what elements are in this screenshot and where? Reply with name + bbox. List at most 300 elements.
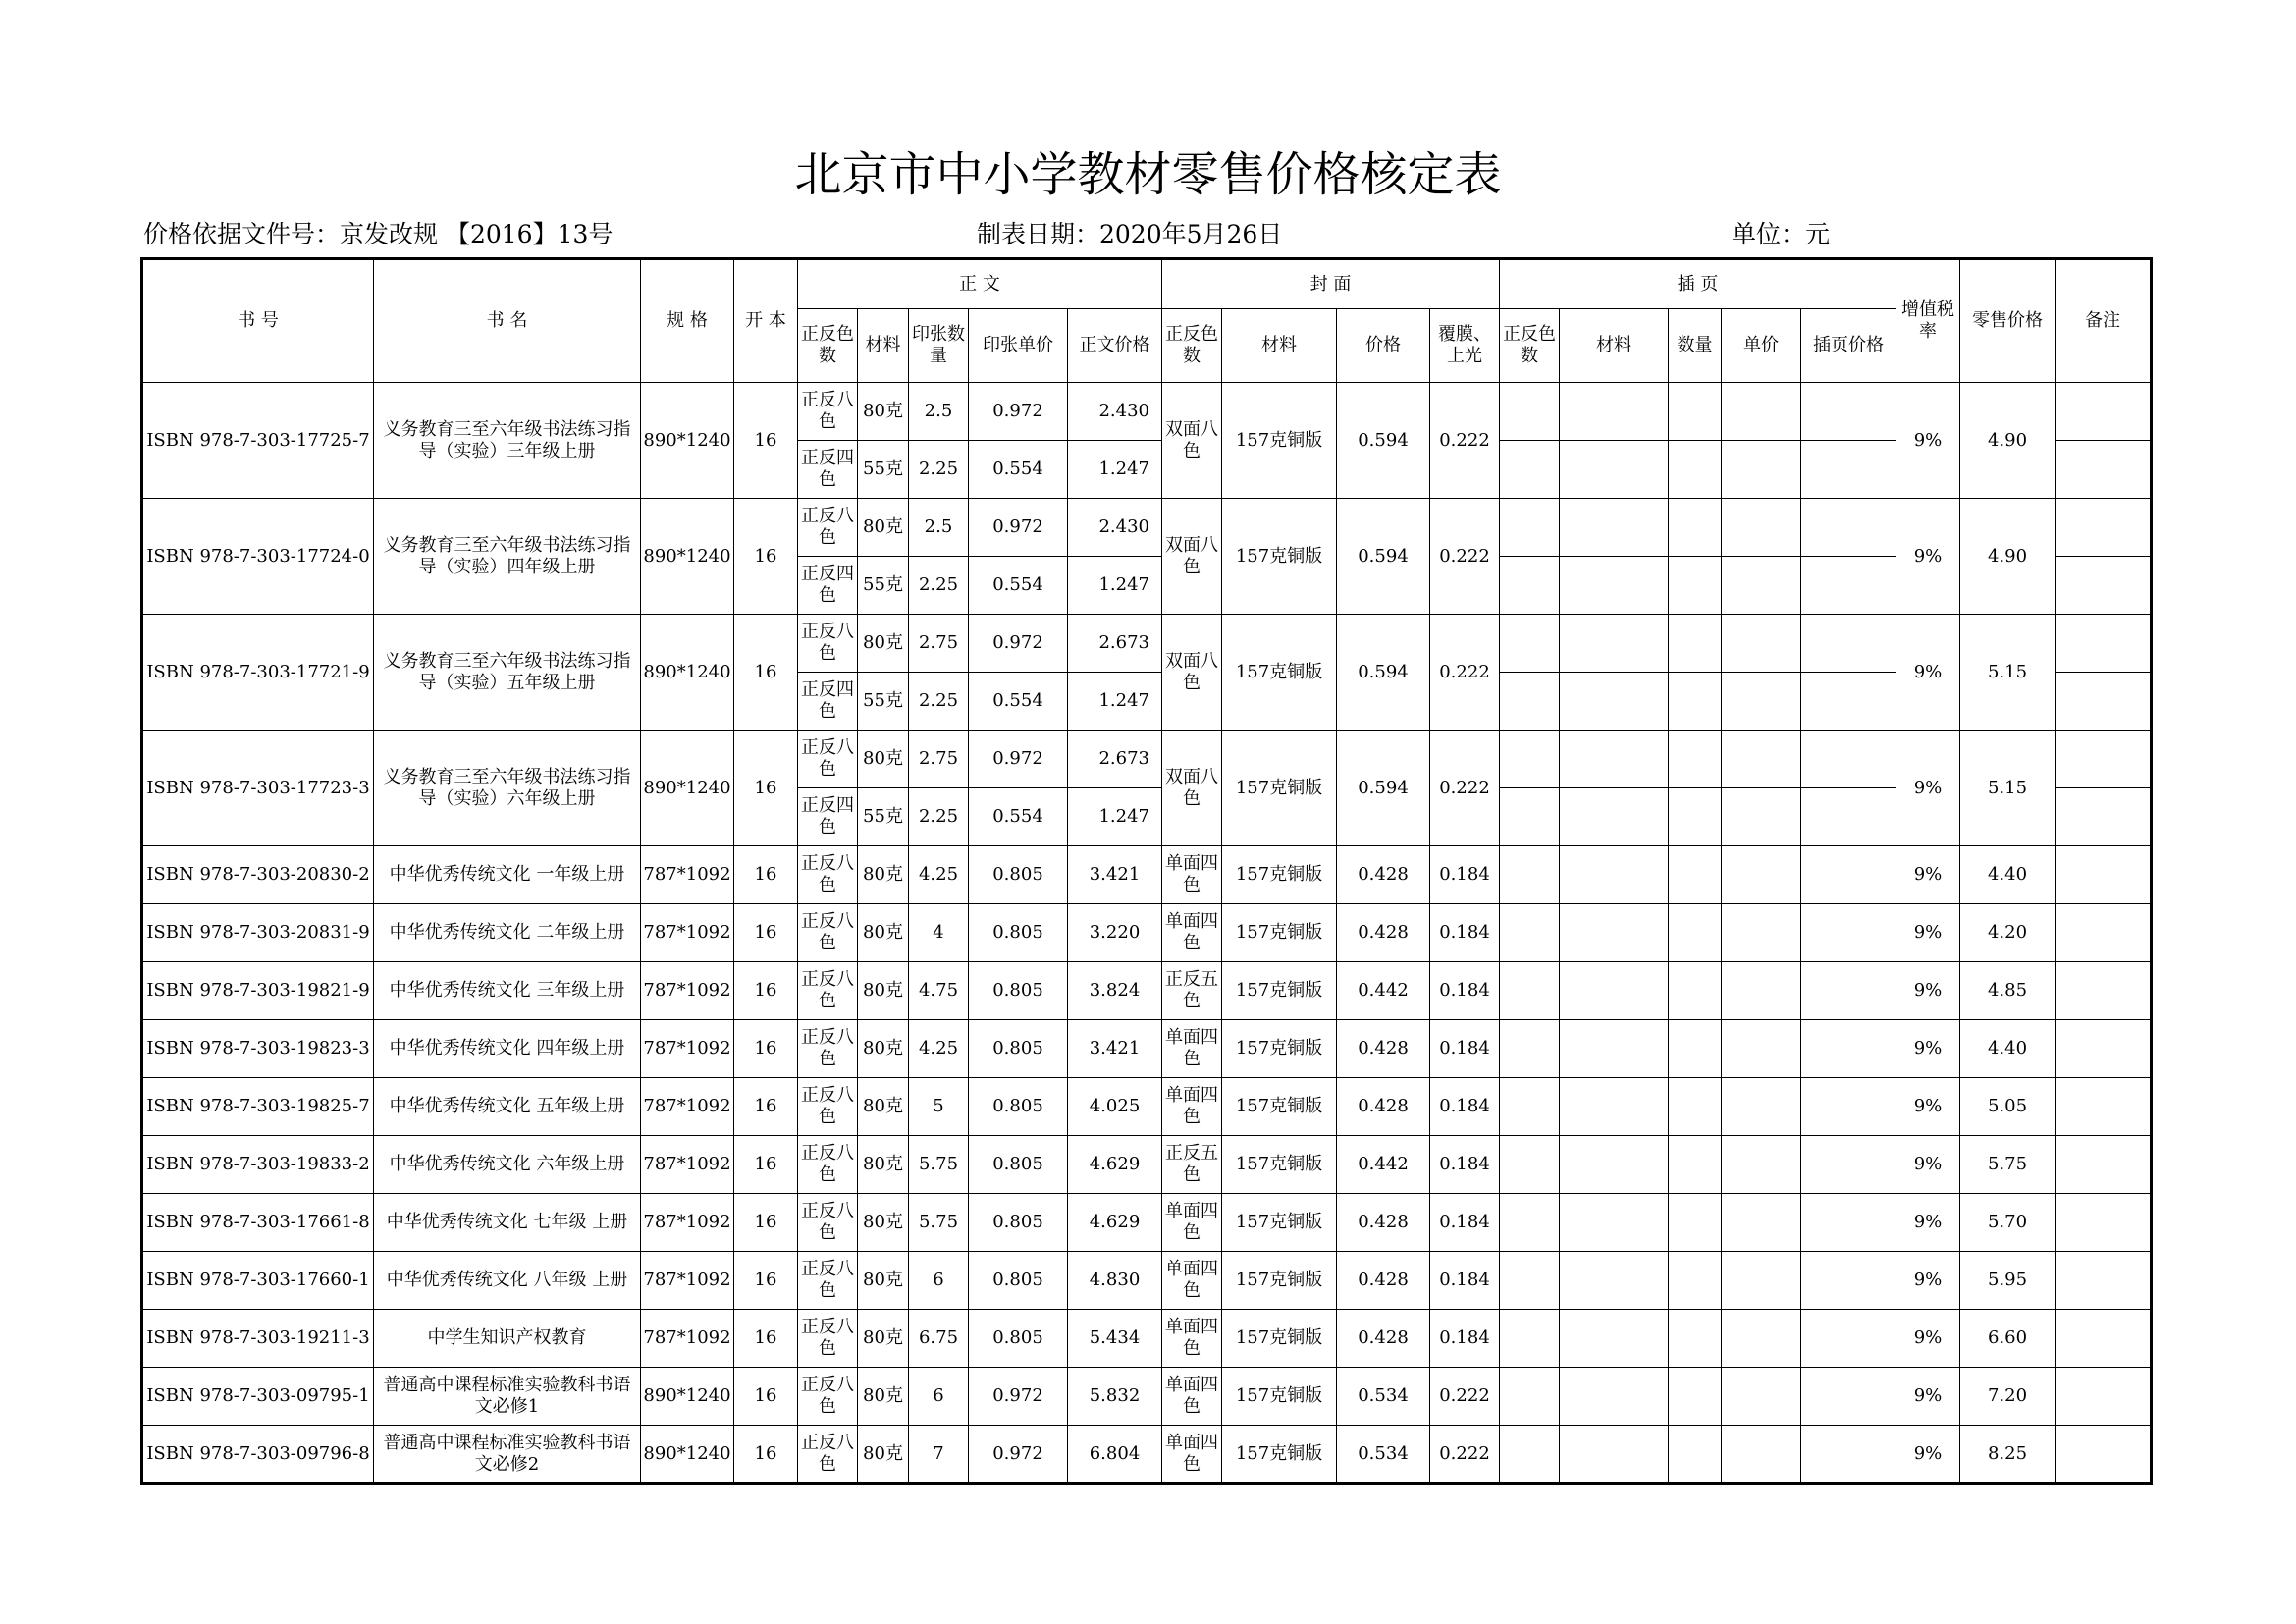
insert-empty-cell — [1801, 1426, 1896, 1484]
tax-cell: 9% — [1896, 904, 1960, 962]
tax-cell: 9% — [1896, 1368, 1960, 1426]
tax-cell: 9% — [1896, 499, 1960, 615]
body-sheets-cell: 2.75 — [909, 615, 969, 673]
table-row — [142, 731, 2152, 788]
insert-empty-cell — [1801, 383, 1896, 441]
body-material-cell: 80克 — [858, 499, 909, 557]
spec-cell: 890*1240 — [641, 383, 734, 499]
insert-empty-cell — [1722, 673, 1801, 731]
body-unit-price-cell: 0.972 — [969, 383, 1068, 441]
cover-film-cell: 0.222 — [1430, 1426, 1500, 1484]
insert-empty-cell — [1722, 731, 1801, 788]
body-sheets-cell: 2.25 — [909, 441, 969, 499]
cover-color-cell: 单面四色 — [1162, 1368, 1222, 1426]
body-color-cell: 正反八色 — [798, 962, 858, 1020]
insert-empty-cell — [1801, 846, 1896, 904]
cover-film-cell: 0.184 — [1430, 1078, 1500, 1136]
header-row-1 — [142, 259, 2152, 309]
body-unit-price-cell: 0.972 — [969, 615, 1068, 673]
cover-material-cell: 157克铜版 — [1222, 1252, 1337, 1310]
cover-price-cell: 0.534 — [1337, 1426, 1430, 1484]
insert-empty-cell — [1669, 1020, 1722, 1078]
cover-material-cell: 157克铜版 — [1222, 1194, 1337, 1252]
isbn-cell: ISBN 978-7-303-17660-1 — [142, 1252, 374, 1310]
body-sheets-cell: 2.75 — [909, 731, 969, 788]
format-cell: 16 — [734, 615, 798, 731]
body-material-cell: 80克 — [858, 383, 909, 441]
body-material-cell: 80克 — [858, 1426, 909, 1484]
table-row — [142, 1310, 2152, 1368]
insert-empty-cell — [1801, 1078, 1896, 1136]
book-name-cell: 中华优秀传统文化 二年级上册 — [374, 904, 641, 962]
retail-price-cell: 5.15 — [1960, 731, 2056, 846]
book-name-cell: 普通高中课程标准实验教科书语文必修1 — [374, 1368, 641, 1426]
cover-material-cell: 157克铜版 — [1222, 499, 1337, 615]
insert-empty-cell — [1500, 383, 1560, 441]
body-sheets-cell: 5 — [909, 1078, 969, 1136]
cover-color-cell: 单面四色 — [1162, 1310, 1222, 1368]
cover-price-cell: 0.594 — [1337, 383, 1430, 499]
remark-cell — [2056, 846, 2152, 904]
body-unit-price-cell: 0.805 — [969, 846, 1068, 904]
cover-color-cell: 单面四色 — [1162, 904, 1222, 962]
body-unit-price-cell: 0.805 — [969, 962, 1068, 1020]
cover-price-cell: 0.442 — [1337, 962, 1430, 1020]
body-material-cell: 80克 — [858, 1252, 909, 1310]
book-name-cell: 中华优秀传统文化 三年级上册 — [374, 962, 641, 1020]
insert-empty-cell — [1500, 731, 1560, 788]
insert-empty-cell — [1669, 904, 1722, 962]
cover-material-cell: 157克铜版 — [1222, 1020, 1337, 1078]
cover-material-cell: 157克铜版 — [1222, 1368, 1337, 1426]
cover-price-cell: 0.594 — [1337, 615, 1430, 731]
insert-empty-cell — [1722, 962, 1801, 1020]
body-color-cell: 正反八色 — [798, 1194, 858, 1252]
spec-cell: 787*1092 — [641, 1310, 734, 1368]
price-table — [140, 257, 2153, 1485]
tax-cell: 9% — [1896, 1078, 1960, 1136]
cover-price-cell: 0.428 — [1337, 904, 1430, 962]
cover-film-cell: 0.184 — [1430, 1194, 1500, 1252]
cover-color-cell: 正反五色 — [1162, 962, 1222, 1020]
insert-empty-cell — [1560, 1252, 1669, 1310]
cover-color-cell: 双面八色 — [1162, 383, 1222, 499]
body-price-cell: 2.673 — [1068, 731, 1162, 788]
insert-empty-cell — [1500, 499, 1560, 557]
header-cover-color: 正反色数 — [1162, 309, 1222, 383]
format-cell: 16 — [734, 1310, 798, 1368]
table-row — [142, 1426, 2152, 1484]
tax-cell: 9% — [1896, 962, 1960, 1020]
insert-empty-cell — [1669, 383, 1722, 441]
header-insert-price: 插页价格 — [1801, 309, 1896, 383]
body-price-cell: 3.421 — [1068, 1020, 1162, 1078]
cover-color-cell: 双面八色 — [1162, 499, 1222, 615]
body-price-cell: 3.824 — [1068, 962, 1162, 1020]
cover-color-cell: 单面四色 — [1162, 1426, 1222, 1484]
insert-empty-cell — [1500, 1194, 1560, 1252]
insert-empty-cell — [1560, 846, 1669, 904]
retail-price-cell: 8.25 — [1960, 1426, 2056, 1484]
retail-price-cell: 6.60 — [1960, 1310, 2056, 1368]
body-color-cell: 正反八色 — [798, 1368, 858, 1426]
table-date: 制表日期：2020年5月26日 — [977, 220, 1283, 248]
insert-empty-cell — [1669, 441, 1722, 499]
book-name-cell: 中华优秀传统文化 七年级 上册 — [374, 1194, 641, 1252]
cover-color-cell: 单面四色 — [1162, 1078, 1222, 1136]
cover-color-cell: 单面四色 — [1162, 1252, 1222, 1310]
cover-material-cell: 157克铜版 — [1222, 1310, 1337, 1368]
body-price-cell: 1.247 — [1068, 788, 1162, 846]
cover-film-cell: 0.184 — [1430, 1020, 1500, 1078]
retail-price-cell: 5.75 — [1960, 1136, 2056, 1194]
body-unit-price-cell: 0.972 — [969, 499, 1068, 557]
body-sheets-cell: 2.5 — [909, 383, 969, 441]
body-unit-price-cell: 0.972 — [969, 731, 1068, 788]
insert-empty-cell — [1560, 1194, 1669, 1252]
body-color-cell: 正反四色 — [798, 557, 858, 615]
spec-cell: 787*1092 — [641, 1252, 734, 1310]
body-sheets-cell: 4 — [909, 904, 969, 962]
insert-empty-cell — [1801, 1194, 1896, 1252]
retail-price-cell: 4.90 — [1960, 383, 2056, 499]
insert-empty-cell — [1560, 1310, 1669, 1368]
insert-empty-cell — [1669, 731, 1722, 788]
insert-empty-cell — [1560, 962, 1669, 1020]
cover-color-cell: 正反五色 — [1162, 1136, 1222, 1194]
spec-cell: 787*1092 — [641, 1020, 734, 1078]
insert-empty-cell — [1560, 1368, 1669, 1426]
isbn-cell: ISBN 978-7-303-19825-7 — [142, 1078, 374, 1136]
remark-cell — [2056, 1252, 2152, 1310]
remark-cell — [2056, 1136, 2152, 1194]
table-row — [142, 846, 2152, 904]
body-color-cell: 正反四色 — [798, 441, 858, 499]
retail-price-cell: 5.15 — [1960, 615, 2056, 731]
insert-empty-cell — [1722, 1078, 1801, 1136]
spec-cell: 787*1092 — [641, 904, 734, 962]
insert-empty-cell — [1669, 788, 1722, 846]
cover-material-cell: 157克铜版 — [1222, 904, 1337, 962]
format-cell: 16 — [734, 383, 798, 499]
cover-film-cell: 0.222 — [1430, 1368, 1500, 1426]
format-cell: 16 — [734, 731, 798, 846]
remark-cell — [2056, 731, 2152, 788]
book-name-cell: 中学生知识产权教育 — [374, 1310, 641, 1368]
body-material-cell: 80克 — [858, 846, 909, 904]
retail-price-cell: 7.20 — [1960, 1368, 2056, 1426]
body-price-cell: 4.629 — [1068, 1194, 1162, 1252]
retail-price-cell: 5.70 — [1960, 1194, 2056, 1252]
insert-empty-cell — [1801, 1310, 1896, 1368]
cover-material-cell: 157克铜版 — [1222, 1078, 1337, 1136]
insert-empty-cell — [1560, 441, 1669, 499]
insert-empty-cell — [1722, 1426, 1801, 1484]
insert-empty-cell — [1669, 557, 1722, 615]
isbn-cell: ISBN 978-7-303-20830-2 — [142, 846, 374, 904]
body-material-cell: 80克 — [858, 1078, 909, 1136]
tax-cell: 9% — [1896, 1194, 1960, 1252]
remark-cell — [2056, 673, 2152, 731]
insert-empty-cell — [1500, 1136, 1560, 1194]
spec-cell: 890*1240 — [641, 1426, 734, 1484]
cover-film-cell: 0.222 — [1430, 383, 1500, 499]
insert-empty-cell — [1560, 788, 1669, 846]
cover-color-cell: 单面四色 — [1162, 1194, 1222, 1252]
insert-empty-cell — [1801, 1136, 1896, 1194]
retail-price-cell: 4.40 — [1960, 1020, 2056, 1078]
insert-empty-cell — [1500, 1310, 1560, 1368]
remark-cell — [2056, 441, 2152, 499]
body-unit-price-cell: 0.805 — [969, 1194, 1068, 1252]
header-insert-qty: 数量 — [1669, 309, 1722, 383]
body-sheets-cell: 7 — [909, 1426, 969, 1484]
insert-empty-cell — [1500, 1078, 1560, 1136]
insert-empty-cell — [1722, 1020, 1801, 1078]
body-sheets-cell: 5.75 — [909, 1194, 969, 1252]
isbn-cell: ISBN 978-7-303-17725-7 — [142, 383, 374, 499]
cover-film-cell: 0.184 — [1430, 846, 1500, 904]
cover-film-cell: 0.184 — [1430, 1136, 1500, 1194]
insert-empty-cell — [1801, 1252, 1896, 1310]
body-unit-price-cell: 0.805 — [969, 1310, 1068, 1368]
header-cover-group: 封 面 — [1162, 259, 1500, 309]
insert-empty-cell — [1801, 615, 1896, 673]
isbn-cell: ISBN 978-7-303-17721-9 — [142, 615, 374, 731]
body-unit-price-cell: 0.554 — [969, 673, 1068, 731]
body-sheets-cell: 6 — [909, 1368, 969, 1426]
insert-empty-cell — [1560, 499, 1669, 557]
insert-empty-cell — [1669, 1078, 1722, 1136]
format-cell: 16 — [734, 1020, 798, 1078]
body-price-cell: 3.421 — [1068, 846, 1162, 904]
format-cell: 16 — [734, 1194, 798, 1252]
cover-film-cell: 0.184 — [1430, 1252, 1500, 1310]
insert-empty-cell — [1801, 731, 1896, 788]
header-cover-film: 覆膜、上光 — [1430, 309, 1500, 383]
header-insert-unit-price: 单价 — [1722, 309, 1801, 383]
insert-empty-cell — [1560, 904, 1669, 962]
spec-cell: 787*1092 — [641, 1078, 734, 1136]
cover-film-cell: 0.184 — [1430, 904, 1500, 962]
remark-cell — [2056, 557, 2152, 615]
body-unit-price-cell: 0.805 — [969, 1020, 1068, 1078]
body-material-cell: 80克 — [858, 962, 909, 1020]
insert-empty-cell — [1560, 615, 1669, 673]
cover-price-cell: 0.428 — [1337, 1020, 1430, 1078]
table-row — [142, 499, 2152, 557]
body-sheets-cell: 6 — [909, 1252, 969, 1310]
book-name-cell: 普通高中课程标准实验教科书语文必修2 — [374, 1426, 641, 1484]
body-color-cell: 正反八色 — [798, 731, 858, 788]
body-price-cell: 1.247 — [1068, 557, 1162, 615]
cover-price-cell: 0.594 — [1337, 499, 1430, 615]
tax-cell: 9% — [1896, 615, 1960, 731]
book-name-cell: 义务教育三至六年级书法练习指导（实验）六年级上册 — [374, 731, 641, 846]
table-row — [142, 962, 2152, 1020]
insert-empty-cell — [1801, 1020, 1896, 1078]
insert-empty-cell — [1560, 383, 1669, 441]
body-color-cell: 正反八色 — [798, 1078, 858, 1136]
insert-empty-cell — [1801, 673, 1896, 731]
cover-film-cell: 0.184 — [1430, 962, 1500, 1020]
table-row — [142, 1136, 2152, 1194]
isbn-cell: ISBN 978-7-303-17724-0 — [142, 499, 374, 615]
header-body-price: 正文价格 — [1068, 309, 1162, 383]
book-name-cell: 义务教育三至六年级书法练习指导（实验）五年级上册 — [374, 615, 641, 731]
insert-empty-cell — [1722, 1194, 1801, 1252]
format-cell: 16 — [734, 846, 798, 904]
insert-empty-cell — [1669, 499, 1722, 557]
cover-color-cell: 双面八色 — [1162, 615, 1222, 731]
insert-empty-cell — [1669, 1368, 1722, 1426]
body-sheets-cell: 2.25 — [909, 557, 969, 615]
insert-empty-cell — [1801, 788, 1896, 846]
table-row — [142, 904, 2152, 962]
cover-material-cell: 157克铜版 — [1222, 383, 1337, 499]
insert-empty-cell — [1560, 1078, 1669, 1136]
cover-film-cell: 0.222 — [1430, 615, 1500, 731]
format-cell: 16 — [734, 1368, 798, 1426]
cover-price-cell: 0.428 — [1337, 846, 1430, 904]
cover-price-cell: 0.428 — [1337, 1310, 1430, 1368]
insert-empty-cell — [1500, 846, 1560, 904]
format-cell: 16 — [734, 499, 798, 615]
table-row — [142, 1252, 2152, 1310]
insert-empty-cell — [1801, 441, 1896, 499]
isbn-cell: ISBN 978-7-303-09795-1 — [142, 1368, 374, 1426]
insert-empty-cell — [1560, 1020, 1669, 1078]
cover-film-cell: 0.184 — [1430, 1310, 1500, 1368]
insert-empty-cell — [1722, 383, 1801, 441]
insert-empty-cell — [1500, 441, 1560, 499]
book-name-cell: 中华优秀传统文化 一年级上册 — [374, 846, 641, 904]
body-color-cell: 正反八色 — [798, 383, 858, 441]
insert-empty-cell — [1801, 962, 1896, 1020]
header-insert-group: 插 页 — [1500, 259, 1896, 309]
cover-material-cell: 157克铜版 — [1222, 962, 1337, 1020]
body-unit-price-cell: 0.805 — [969, 1252, 1068, 1310]
cover-price-cell: 0.428 — [1337, 1194, 1430, 1252]
body-material-cell: 80克 — [858, 1368, 909, 1426]
format-cell: 16 — [734, 1078, 798, 1136]
isbn-cell: ISBN 978-7-303-19833-2 — [142, 1136, 374, 1194]
tax-cell: 9% — [1896, 1426, 1960, 1484]
book-name-cell: 义务教育三至六年级书法练习指导（实验）三年级上册 — [374, 383, 641, 499]
header-cover-material: 材料 — [1222, 309, 1337, 383]
body-material-cell: 80克 — [858, 904, 909, 962]
body-color-cell: 正反四色 — [798, 673, 858, 731]
format-cell: 16 — [734, 1426, 798, 1484]
spec-cell: 890*1240 — [641, 1368, 734, 1426]
spec-cell: 890*1240 — [641, 615, 734, 731]
body-price-cell: 3.220 — [1068, 904, 1162, 962]
price-basis: 价格依据文件号：京发改规 【2016】13号 — [143, 220, 614, 248]
body-price-cell: 2.673 — [1068, 615, 1162, 673]
remark-cell — [2056, 904, 2152, 962]
body-price-cell: 6.804 — [1068, 1426, 1162, 1484]
body-material-cell: 80克 — [858, 1020, 909, 1078]
body-sheets-cell: 2.5 — [909, 499, 969, 557]
remark-cell — [2056, 1194, 2152, 1252]
insert-empty-cell — [1722, 1310, 1801, 1368]
cover-material-cell: 157克铜版 — [1222, 1426, 1337, 1484]
body-unit-price-cell: 0.554 — [969, 788, 1068, 846]
tax-cell: 9% — [1896, 731, 1960, 846]
isbn-cell: ISBN 978-7-303-19211-3 — [142, 1310, 374, 1368]
body-material-cell: 80克 — [858, 731, 909, 788]
insert-empty-cell — [1560, 673, 1669, 731]
body-color-cell: 正反八色 — [798, 846, 858, 904]
insert-empty-cell — [1500, 904, 1560, 962]
body-sheets-cell: 6.75 — [909, 1310, 969, 1368]
insert-empty-cell — [1722, 1252, 1801, 1310]
insert-empty-cell — [1801, 904, 1896, 962]
isbn-cell: ISBN 978-7-303-19823-3 — [142, 1020, 374, 1078]
cover-material-cell: 157克铜版 — [1222, 846, 1337, 904]
header-insert-color: 正反色数 — [1500, 309, 1560, 383]
format-cell: 16 — [734, 1136, 798, 1194]
header-retail: 零售价格 — [1960, 259, 2056, 383]
book-name-cell: 中华优秀传统文化 四年级上册 — [374, 1020, 641, 1078]
insert-empty-cell — [1560, 557, 1669, 615]
tax-cell: 9% — [1896, 1310, 1960, 1368]
body-material-cell: 80克 — [858, 1310, 909, 1368]
book-name-cell: 中华优秀传统文化 六年级上册 — [374, 1136, 641, 1194]
table-row — [142, 615, 2152, 673]
insert-empty-cell — [1669, 846, 1722, 904]
remark-cell — [2056, 1020, 2152, 1078]
body-material-cell: 55克 — [858, 441, 909, 499]
body-material-cell: 55克 — [858, 788, 909, 846]
tax-cell: 9% — [1896, 1252, 1960, 1310]
insert-empty-cell — [1722, 499, 1801, 557]
insert-empty-cell — [1722, 1136, 1801, 1194]
tax-cell: 9% — [1896, 846, 1960, 904]
insert-empty-cell — [1560, 1426, 1669, 1484]
cover-film-cell: 0.222 — [1430, 731, 1500, 846]
spec-cell: 787*1092 — [641, 962, 734, 1020]
body-color-cell: 正反四色 — [798, 788, 858, 846]
body-sheets-cell: 5.75 — [909, 1136, 969, 1194]
cover-color-cell: 单面四色 — [1162, 846, 1222, 904]
insert-empty-cell — [1500, 1426, 1560, 1484]
insert-empty-cell — [1669, 615, 1722, 673]
spec-cell: 890*1240 — [641, 731, 734, 846]
insert-empty-cell — [1500, 1368, 1560, 1426]
body-sheets-cell: 4.25 — [909, 1020, 969, 1078]
insert-empty-cell — [1801, 499, 1896, 557]
tax-cell: 9% — [1896, 383, 1960, 499]
insert-empty-cell — [1669, 1310, 1722, 1368]
retail-price-cell: 5.95 — [1960, 1252, 2056, 1310]
remark-cell — [2056, 499, 2152, 557]
insert-empty-cell — [1669, 1426, 1722, 1484]
insert-empty-cell — [1722, 615, 1801, 673]
cover-price-cell: 0.534 — [1337, 1368, 1430, 1426]
cover-color-cell: 单面四色 — [1162, 1020, 1222, 1078]
body-unit-price-cell: 0.805 — [969, 904, 1068, 962]
header-cover-price: 价格 — [1337, 309, 1430, 383]
header-body-material: 材料 — [858, 309, 909, 383]
body-sheets-cell: 2.25 — [909, 788, 969, 846]
remark-cell — [2056, 383, 2152, 441]
insert-empty-cell — [1560, 731, 1669, 788]
cover-material-cell: 157克铜版 — [1222, 615, 1337, 731]
body-color-cell: 正反八色 — [798, 904, 858, 962]
body-sheets-cell: 4.75 — [909, 962, 969, 1020]
body-unit-price-cell: 0.972 — [969, 1368, 1068, 1426]
